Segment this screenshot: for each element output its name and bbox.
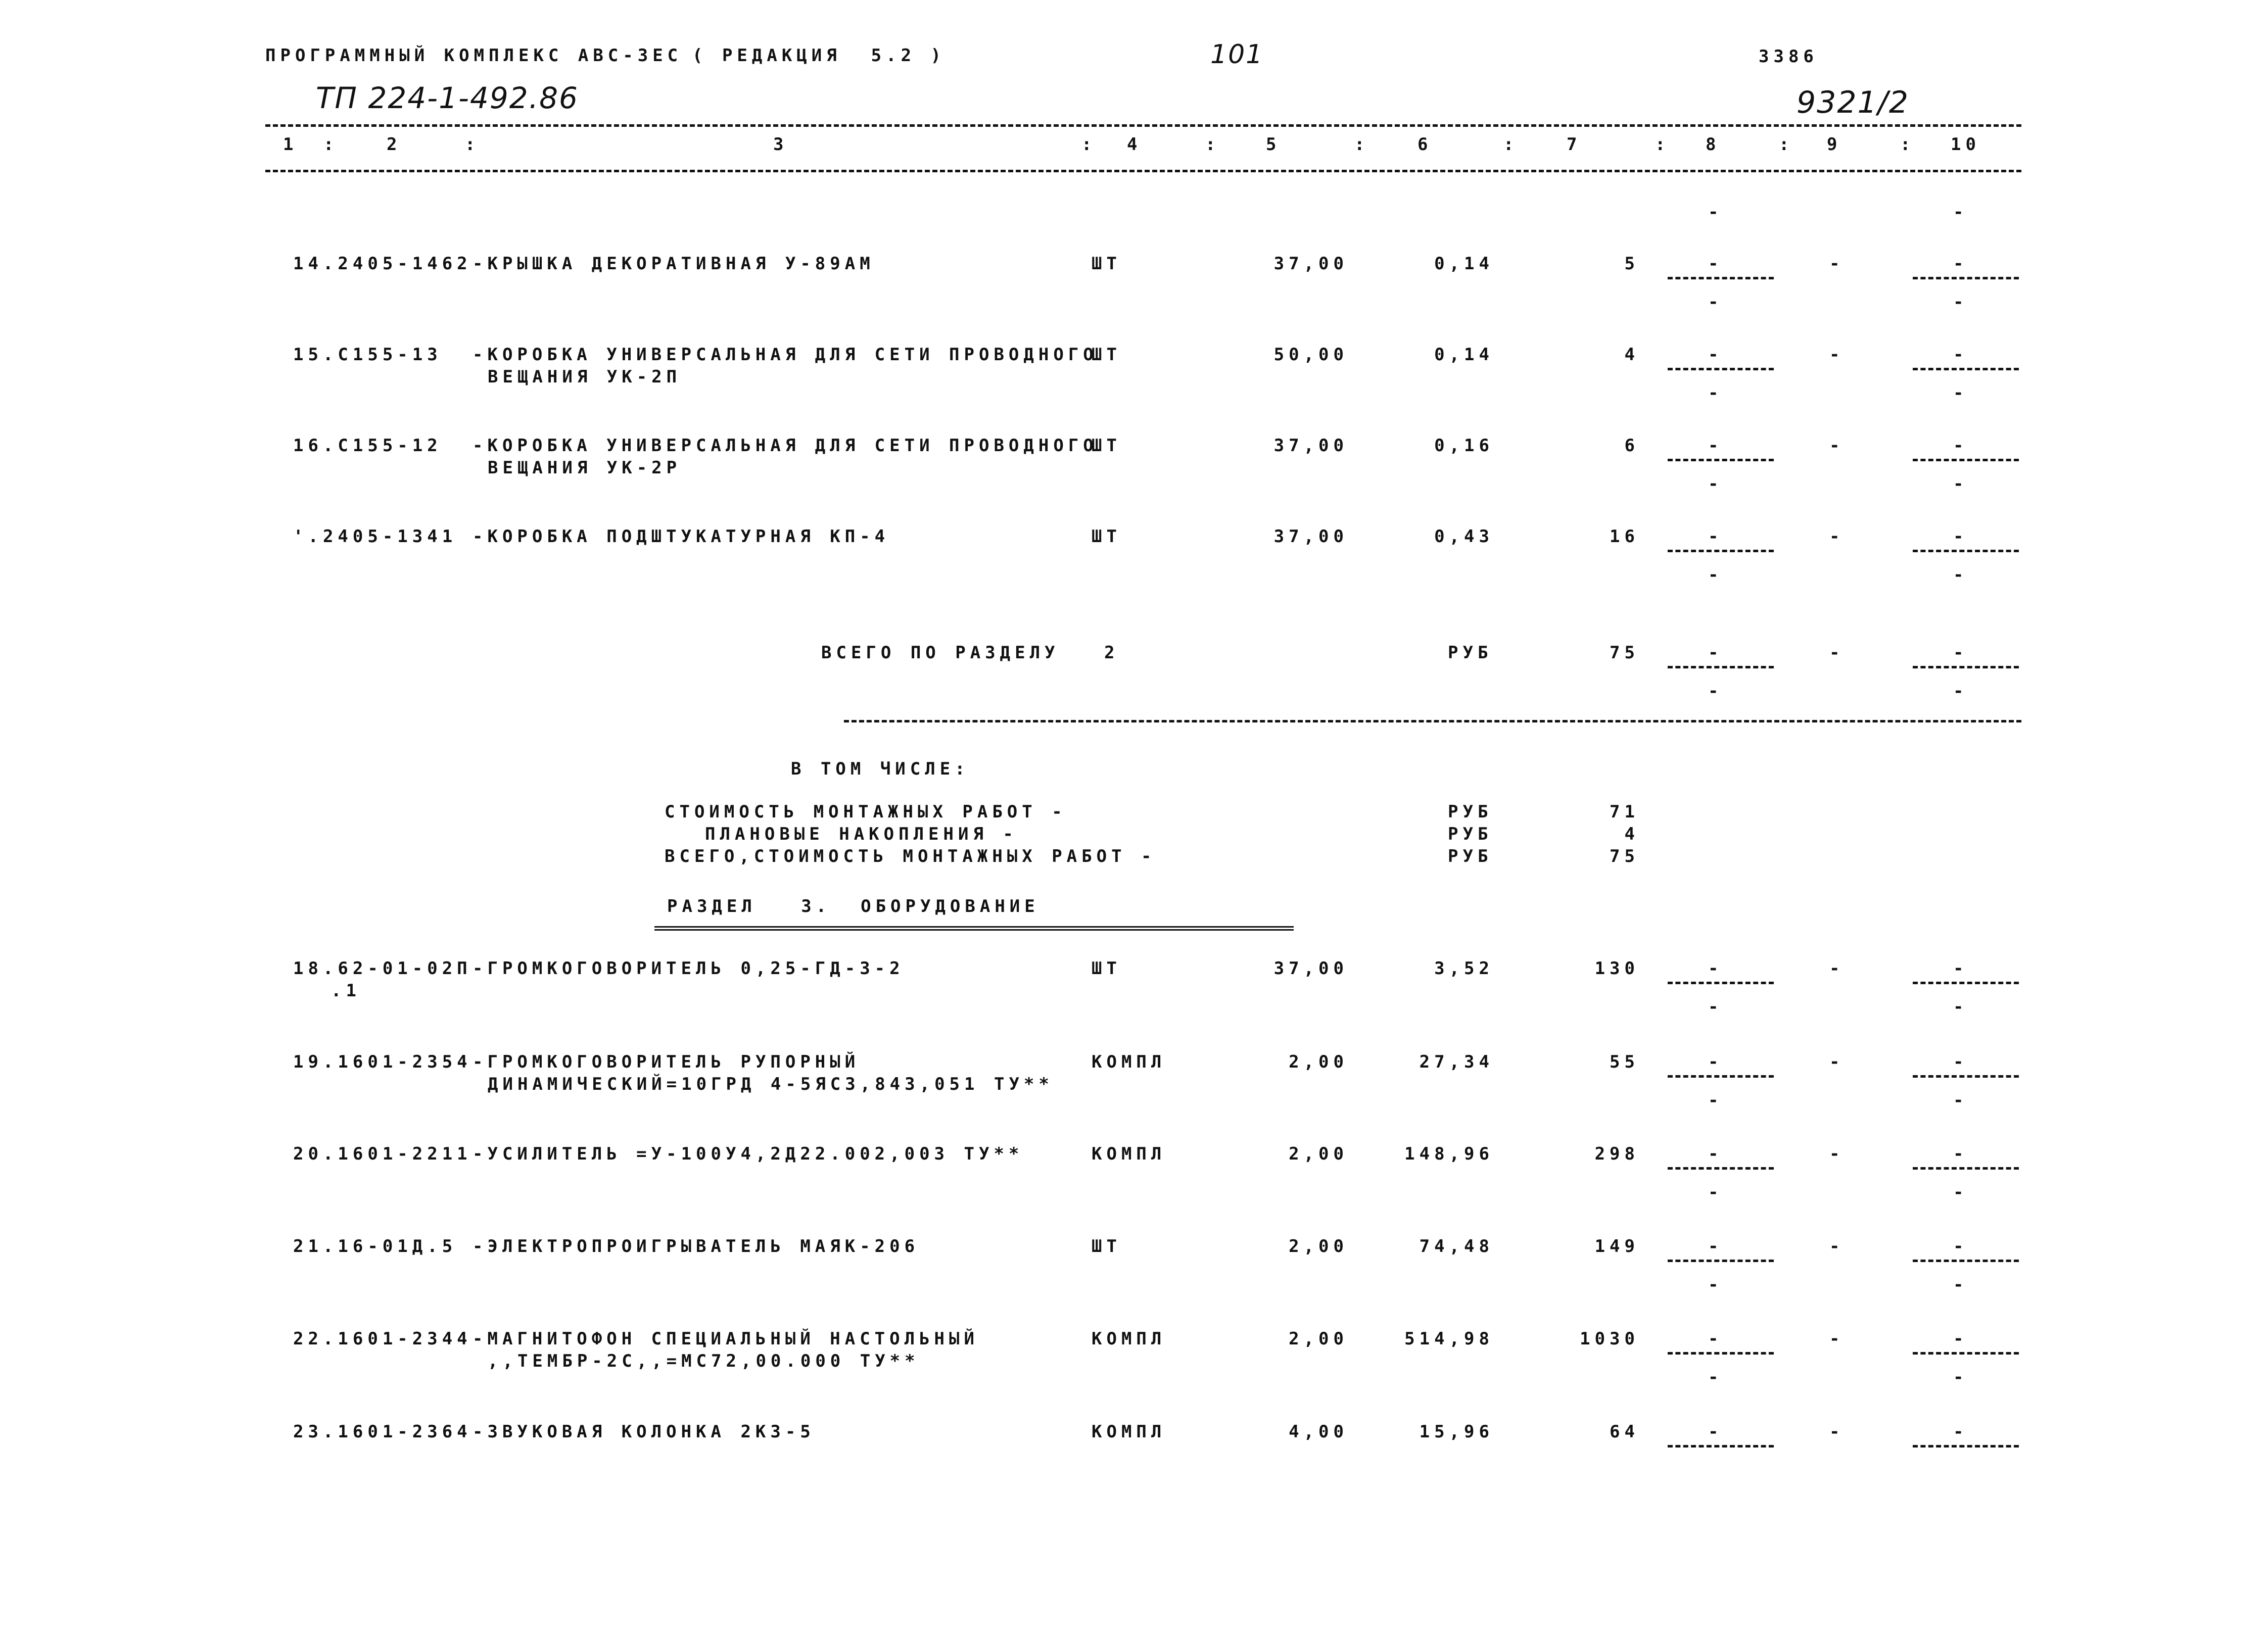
- column-separator: :: [1205, 134, 1220, 155]
- item-quantity: 50,00: [1273, 345, 1348, 365]
- item-quantity: 4,00: [1289, 1422, 1348, 1442]
- including-value: 75: [1610, 846, 1639, 866]
- item-unit: ШТ: [1092, 958, 1121, 979]
- including-label: ВСЕГО,СТОИМОСТЬ МОНТАЖНЫХ РАБОТ -: [665, 846, 1156, 866]
- col9-mark: -: [1829, 643, 1845, 663]
- col8-mark-below: -: [1708, 292, 1723, 312]
- including-value: 4: [1624, 824, 1639, 844]
- col8-mark: -: [1708, 1329, 1723, 1349]
- col10-rule: [1913, 666, 2019, 668]
- item-name: ,,ТЕМБР-2С,,=МС72,00.000 ТУ**: [488, 1351, 920, 1371]
- col10-mark-below: -: [1953, 474, 1968, 494]
- col10-rule: [1913, 1260, 2019, 1262]
- including-label: ПЛАНОВЫЕ НАКОПЛЕНИЯ -: [705, 824, 1018, 844]
- including-value: 71: [1610, 802, 1639, 822]
- including-label: СТОИМОСТЬ МОНТАЖНЫХ РАБОТ -: [665, 802, 1067, 822]
- item-name: -КОРОБКА УНИВЕРСАЛЬНАЯ ДЛЯ СЕТИ ПРОВОДНОГО: [472, 436, 1098, 456]
- item-price: 0,43: [1434, 526, 1494, 547]
- item-total: 6: [1624, 436, 1639, 456]
- col8-mark-below: -: [1708, 1182, 1723, 1202]
- item-total: 1030: [1580, 1329, 1639, 1349]
- col8-mark: -: [1708, 526, 1723, 547]
- col10-rule: [1913, 368, 2019, 370]
- column-separator: :: [465, 134, 480, 155]
- col9-mark: -: [1829, 1144, 1845, 1164]
- item-quantity: 2,00: [1289, 1329, 1348, 1349]
- column-header-4: 4: [1127, 134, 1142, 155]
- item-total: 130: [1594, 958, 1639, 979]
- column-header-2: 2: [387, 134, 402, 155]
- col10-mark: -: [1953, 958, 1968, 979]
- item-price: 3,52: [1434, 958, 1494, 979]
- item-code: 23.1601-2364: [293, 1422, 472, 1442]
- col9-mark: -: [1829, 254, 1845, 274]
- col8-mark-below: -: [1708, 1275, 1723, 1295]
- item-total: 298: [1594, 1144, 1639, 1164]
- column-separator: :: [1655, 134, 1670, 155]
- col8-mark: -: [1708, 1144, 1723, 1164]
- col10-rule: [1913, 982, 2019, 984]
- col8-rule: [1668, 550, 1774, 552]
- col8-mark-below: -: [1708, 383, 1723, 403]
- item-name: -УСИЛИТЕЛЬ =У-100У4,2Д22.002,003 ТУ**: [472, 1144, 1024, 1164]
- item-price: 148,96: [1404, 1144, 1494, 1164]
- item-unit: КОМПЛ: [1092, 1329, 1166, 1349]
- col9-mark: -: [1829, 1236, 1845, 1257]
- item-unit: ШТ: [1092, 526, 1121, 547]
- column-header-8: 8: [1706, 134, 1721, 155]
- col9-mark: -: [1829, 345, 1845, 365]
- item-total: 149: [1594, 1236, 1639, 1257]
- item-name: -ГРОМКОГОВОРИТЕЛЬ 0,25-ГД-3-2: [472, 958, 905, 979]
- column-separator: :: [1779, 134, 1794, 155]
- item-quantity: 2,00: [1289, 1236, 1348, 1257]
- column-separator: :: [323, 134, 339, 155]
- item-name: -ЗВУКОВАЯ КОЛОНКА 2КЗ-5: [472, 1422, 815, 1442]
- col8-rule: [1668, 982, 1774, 984]
- item-total: 55: [1610, 1052, 1639, 1072]
- section-total-value: 75: [1610, 643, 1639, 663]
- col8-mark: -: [1708, 1236, 1723, 1257]
- col10-mark-below: -: [1953, 1275, 1968, 1295]
- item-code: 14.2405-1462: [293, 254, 472, 274]
- item-price: 0,14: [1434, 254, 1494, 274]
- item-total: 64: [1610, 1422, 1639, 1442]
- edition: ( РЕДАКЦИЯ 5.2 ): [692, 45, 946, 66]
- item-total: 4: [1624, 345, 1639, 365]
- item-name: -КОРОБКА ПОДШТУКАТУРНАЯ КП-4: [472, 526, 890, 547]
- header-bottom-rule: [265, 170, 2021, 172]
- col10-mark: -: [1953, 436, 1968, 456]
- item-price: 514,98: [1404, 1329, 1494, 1349]
- item-name: -ГРОМКОГОВОРИТЕЛЬ РУПОРНЫЙ: [472, 1052, 860, 1072]
- item-price: 0,16: [1434, 436, 1494, 456]
- item-unit: КОМПЛ: [1092, 1144, 1166, 1164]
- col10-mark-below: -: [1953, 565, 1968, 585]
- item-quantity: 2,00: [1289, 1052, 1348, 1072]
- item-quantity: 37,00: [1273, 526, 1348, 547]
- col8-mark-below: -: [1708, 997, 1723, 1017]
- item-price: 0,14: [1434, 345, 1494, 365]
- item-name: -КОРОБКА УНИВЕРСАЛЬНАЯ ДЛЯ СЕТИ ПРОВОДНОГО: [472, 345, 1098, 365]
- column-separator: :: [1900, 134, 1915, 155]
- column-separator: :: [1081, 134, 1097, 155]
- col10-mark-top: -: [1953, 202, 1968, 222]
- col9-mark: -: [1829, 1052, 1845, 1072]
- section-total-label: ВСЕГО ПО РАЗДЕЛУ: [821, 643, 1060, 663]
- col10-mark-below: -: [1953, 1367, 1968, 1387]
- item-quantity: 37,00: [1273, 436, 1348, 456]
- col8-mark: -: [1708, 345, 1723, 365]
- col10-mark: -: [1953, 1144, 1968, 1164]
- col10-mark-below: -: [1953, 1182, 1968, 1202]
- item-code: 16.С155-12: [293, 436, 442, 456]
- column-separator: :: [1503, 134, 1519, 155]
- including-unit: РУБ: [1448, 846, 1493, 866]
- column-header-3: 3: [773, 134, 788, 155]
- col10-mark-below: -: [1953, 292, 1968, 312]
- item-price: 74,48: [1419, 1236, 1494, 1257]
- section-end-rule: [844, 720, 2021, 722]
- item-unit: ШТ: [1092, 1236, 1121, 1257]
- column-header-6: 6: [1418, 134, 1433, 155]
- col8-rule: [1668, 1260, 1774, 1262]
- col8-mark: -: [1708, 436, 1723, 456]
- item-quantity: 37,00: [1273, 254, 1348, 274]
- header-top-rule: [265, 124, 2021, 127]
- col9-mark: -: [1829, 436, 1845, 456]
- col8-mark-below: -: [1708, 1090, 1723, 1111]
- sheet-number: 9321/2: [1797, 85, 1910, 120]
- col10-mark: -: [1953, 254, 1968, 274]
- col8-rule: [1668, 666, 1774, 668]
- col10-rule: [1913, 277, 2019, 279]
- item-name: -КРЫШКА ДЕКОРАТИВНАЯ У-89АМ: [472, 254, 875, 274]
- col8-rule: [1668, 1352, 1774, 1355]
- col10-mark: -: [1953, 643, 1968, 663]
- col10-rule: [1913, 1352, 2019, 1355]
- col8-mark-below: -: [1708, 681, 1723, 701]
- section3-underline: [654, 926, 1294, 931]
- item-name: ВЕЩАНИЯ УК-2П: [488, 367, 682, 387]
- col10-mark: -: [1953, 1052, 1968, 1072]
- item-code-continued: .1: [331, 981, 361, 1001]
- col10-mark: -: [1953, 1422, 1968, 1442]
- item-code: 22.1601-2344: [293, 1329, 472, 1349]
- column-header-7: 7: [1567, 134, 1582, 155]
- col10-mark-below: -: [1953, 997, 1968, 1017]
- col10-mark: -: [1953, 345, 1968, 365]
- column-header-10: 10: [1951, 134, 1980, 155]
- item-name: ВЕЩАНИЯ УК-2Р: [488, 458, 682, 478]
- including-unit: РУБ: [1448, 802, 1493, 822]
- archive-code: 3386: [1759, 46, 1818, 67]
- col8-mark: -: [1708, 1052, 1723, 1072]
- col8-mark-below: -: [1708, 565, 1723, 585]
- col9-mark: -: [1829, 1422, 1845, 1442]
- col8-mark-below: -: [1708, 474, 1723, 494]
- item-name: -МАГНИТОФОН СПЕЦИАЛЬНЫЙ НАСТОЛЬНЫЙ: [472, 1329, 979, 1349]
- col8-rule: [1668, 459, 1774, 461]
- item-name: -ЭЛЕКТРОПРОИГРЫВАТЕЛЬ МАЯК-206: [472, 1236, 920, 1257]
- item-price: 15,96: [1419, 1422, 1494, 1442]
- col9-mark: -: [1829, 958, 1845, 979]
- col10-mark-below: -: [1953, 1090, 1968, 1111]
- column-header-9: 9: [1827, 134, 1842, 155]
- col10-rule: [1913, 550, 2019, 552]
- item-unit: ШТ: [1092, 254, 1121, 274]
- section3-title: РАЗДЕЛ 3. ОБОРУДОВАНИЕ: [667, 896, 1040, 916]
- item-quantity: 37,00: [1273, 958, 1348, 979]
- page-number: 101: [1210, 39, 1264, 70]
- item-code: 20.1601-2211: [293, 1144, 472, 1164]
- col8-rule: [1668, 277, 1774, 279]
- program-name: ПРОГРАММНЫЙ КОМПЛЕКС АВС-ЗЕС: [265, 45, 683, 66]
- col10-mark-below: -: [1953, 383, 1968, 403]
- col8-rule: [1668, 368, 1774, 370]
- document-code: ТП 224-1-492.86: [316, 81, 579, 115]
- column-header-5: 5: [1266, 134, 1281, 155]
- item-price: 27,34: [1419, 1052, 1494, 1072]
- col10-rule: [1913, 1445, 2019, 1447]
- col8-mark-top: -: [1708, 202, 1723, 222]
- col8-mark: -: [1708, 1422, 1723, 1442]
- col10-rule: [1913, 1167, 2019, 1170]
- col8-rule: [1668, 1445, 1774, 1447]
- col10-mark: -: [1953, 526, 1968, 547]
- col8-rule: [1668, 1075, 1774, 1078]
- item-unit: ШТ: [1092, 345, 1121, 365]
- col10-mark: -: [1953, 1329, 1968, 1349]
- col10-rule: [1913, 459, 2019, 461]
- item-total: 16: [1610, 526, 1639, 547]
- item-code: 21.16-01Д.5: [293, 1236, 457, 1257]
- item-name: ДИНАМИЧЕСКИЙ=10ГРД 4-5ЯС3,843,051 ТУ**: [488, 1074, 1054, 1094]
- col8-mark-below: -: [1708, 1367, 1723, 1387]
- col9-mark: -: [1829, 1329, 1845, 1349]
- col10-mark-below: -: [1953, 681, 1968, 701]
- item-unit: КОМПЛ: [1092, 1052, 1166, 1072]
- item-code: 19.1601-2354: [293, 1052, 472, 1072]
- section-total-unit: РУБ: [1448, 643, 1493, 663]
- col9-mark: -: [1829, 526, 1845, 547]
- item-quantity: 2,00: [1289, 1144, 1348, 1164]
- col8-mark: -: [1708, 643, 1723, 663]
- section-total-number: 2: [1104, 643, 1119, 663]
- col10-rule: [1913, 1075, 2019, 1078]
- col8-mark: -: [1708, 254, 1723, 274]
- column-header-1: 1: [283, 134, 298, 155]
- col8-mark: -: [1708, 958, 1723, 979]
- col8-rule: [1668, 1167, 1774, 1170]
- item-code: 15.С155-13: [293, 345, 442, 365]
- item-total: 5: [1624, 254, 1639, 274]
- item-unit: КОМПЛ: [1092, 1422, 1166, 1442]
- including-title: В ТОМ ЧИСЛЕ:: [791, 759, 970, 779]
- item-code: 18.62-01-02П: [293, 958, 472, 979]
- item-code: '.2405-1341: [293, 526, 457, 547]
- item-unit: ШТ: [1092, 436, 1121, 456]
- column-separator: :: [1354, 134, 1369, 155]
- including-unit: РУБ: [1448, 824, 1493, 844]
- col10-mark: -: [1953, 1236, 1968, 1257]
